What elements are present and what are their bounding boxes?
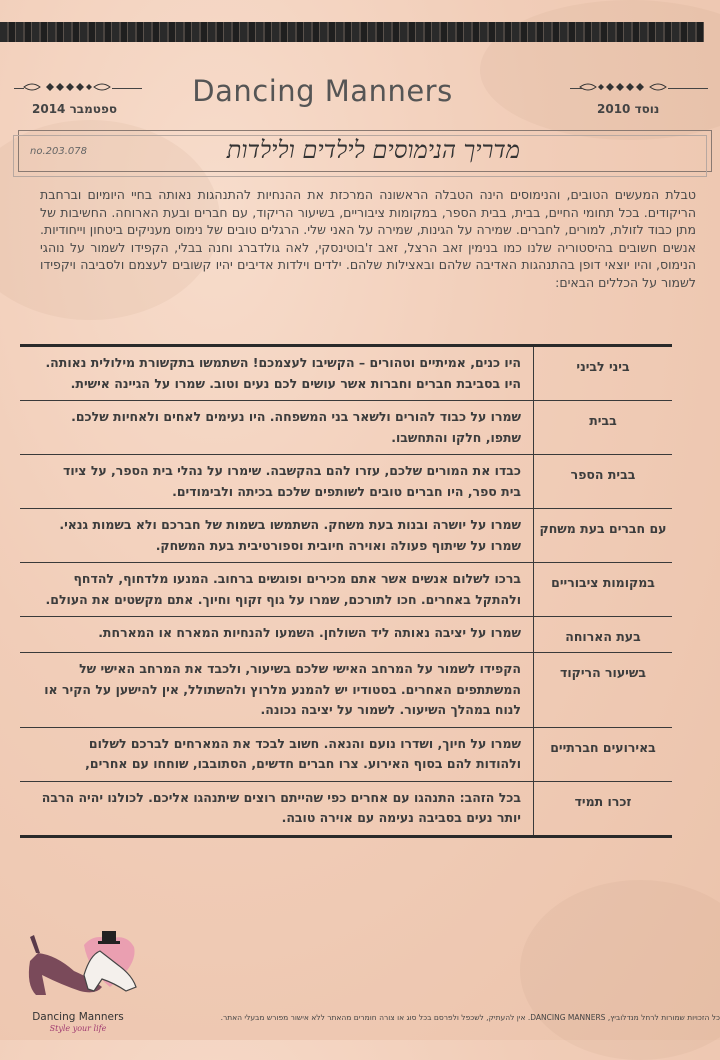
top-decorative-bar	[0, 22, 704, 42]
rule-row	[20, 653, 672, 728]
rule-row	[20, 455, 672, 509]
rule-text: היו כנים, אמיתיים וטהורים – הקשיבו לעצמכם! השתמשו בתקשורת מילולית נאותה. היו בסביבת חברים וחברות אשר עושים לכם נעים וטוב. שמרו על הגיינה אישית.	[20, 346, 534, 401]
rule-category: בעת הארוחה	[534, 617, 673, 653]
rule-category: ביני לביני	[534, 346, 673, 401]
background-stain	[520, 880, 720, 1060]
rule-row	[20, 617, 672, 653]
founded-date: נוסד 2010	[597, 102, 660, 116]
rule-text: שמרו על כבוד להורים ולשאר בני המשפחה. היו נעימים לאחים ולאחיות שלכם. שתפו, חלקו והתחשבו.	[20, 401, 534, 455]
logo-name: Dancing Manners	[32, 1011, 124, 1023]
rule-row	[20, 346, 672, 401]
brand-title: Dancing Manners	[192, 74, 453, 108]
issue-number: no.203.078	[30, 146, 87, 157]
dancing-shoes-logo-icon	[22, 925, 142, 997]
rule-category: בבית הספר	[534, 455, 673, 509]
issue-date: ספטמבר 2014	[32, 102, 118, 116]
rule-category: במקומות ציבוריים	[534, 563, 673, 617]
rule-row	[20, 509, 672, 563]
rule-row	[20, 563, 672, 617]
rule-text: בכל הזהב: התנהגו עם אחרים כפי שהייתם רוצים שיתנהגו אליכם. לכולנו יהיה הרבה יותר נעים בסביבה נעימה עם אוירה טובה.	[41, 789, 521, 825]
logo-tagline: Style your life	[49, 1024, 107, 1033]
rule-category: זכרו תמיד	[534, 781, 673, 836]
rule-text: כבדו את המורים שלכם, עזרו להם בהקשבה. שימרו על נהלי בית הספר, על ציוד בית ספר, היו חברים טובים לשותפים שלכם בכיתה ולבימודים.	[20, 455, 534, 509]
intro-paragraph: טבלת המעשים הטובים, והנימוסים הינה הטבלה הראשונה המרכזת את ההנחיות להתנהגות נאותה בחיי היומיום וברחבת הריקודים. בכל תחומי החיים, בבית, בבית הספר, במקומות ציבוריים, בשיעור הריקוד, עם חברים ובעת הארוחה. החשיבות של מתן כבוד לזולת, למורים, לחברים. שמירה על הגינות, שמירה על האני שלי. הרגלים טובים של נימוס מעניקים ביטחון וייחודיות. אנשים חשובים בהיסטוריה שלנו כמו בנימין זאב הרצל, זאב ז'בוטינסקי, לאה גולדברג וחנה בבלי, הקפידו לשמור על נוהגי הנימוס, והיו יוצאי דופן בהתנהגות האדיבה שלהם ובאצילות שלהם. ילדים וילדות אדיבים יהיו קשובים לעצמם ולסביבה ויקפידו לשמור על הכללים הבאים:	[40, 187, 696, 290]
rule-text: שמרו על חיוך, ושדרו נועם והנאה. חשוב לבכד את המארחים לברכם לשלום ולהודות להם בסוף האירוע. צרו חברים חדשים, הסתובבו, שוחחו עם אחרים,	[20, 727, 534, 781]
guide-title: מדריך הנימוסים לילדים ולילדות	[226, 136, 520, 164]
rule-text: שמרו על יושרה ובנות בעת משחק. השתמשו בשמות של חברכם ולא בשמות גנאי. שמרו על שיתוף פעולה ואוירה חיובית וספורטיבית בעת המשחק.	[20, 509, 534, 563]
rule-category: באירועים חברתיים	[534, 727, 673, 781]
rule-text: הקפידו לשמור על המרחב האישי שלכם בשיעור, ולכבד את המרחב האישי של המשתתפים האחרים. בסטודיו יש להמנע מלרוץ ולהשתולל, אין להישען על הקיר או לנוח במהלך השיעור. לשמור על יציבה נכונה.	[20, 653, 534, 728]
rule-row	[20, 727, 672, 781]
copyright-notice: כל הזכויות שמורות לרחל מנדלוביץ, DANCING MANNERS. אין להעתיק, לשכפל ולפרסם בכל סוג או צורה חומרים מהאתר ללא אישור מפורש מבעלי האתר.	[220, 1013, 720, 1022]
ornament-line	[668, 88, 708, 89]
rule-row	[20, 781, 672, 836]
rule-category: בשיעור הריקוד	[534, 653, 673, 728]
rule-text: ברכו לשלום אנשים אשר אתם מכירים ופוגשים ברחוב. המנעו מלדחוף, להדחף ולהתקל באחרים. חכו לתורכם, שמרו על גוף זקוף וחיוך. אתם מקשטים את העולם.	[20, 563, 534, 617]
rules-table	[20, 344, 672, 838]
rule-row	[20, 401, 672, 455]
rule-category: עם חברים בעת משחק	[534, 509, 673, 563]
rule-text: שמרו על יציבה נאותה ליד השולחן. השמעו להנחיות המארח או המארחת.	[20, 617, 534, 653]
background-stain	[480, 0, 720, 140]
rule-category: בבית	[534, 401, 673, 455]
